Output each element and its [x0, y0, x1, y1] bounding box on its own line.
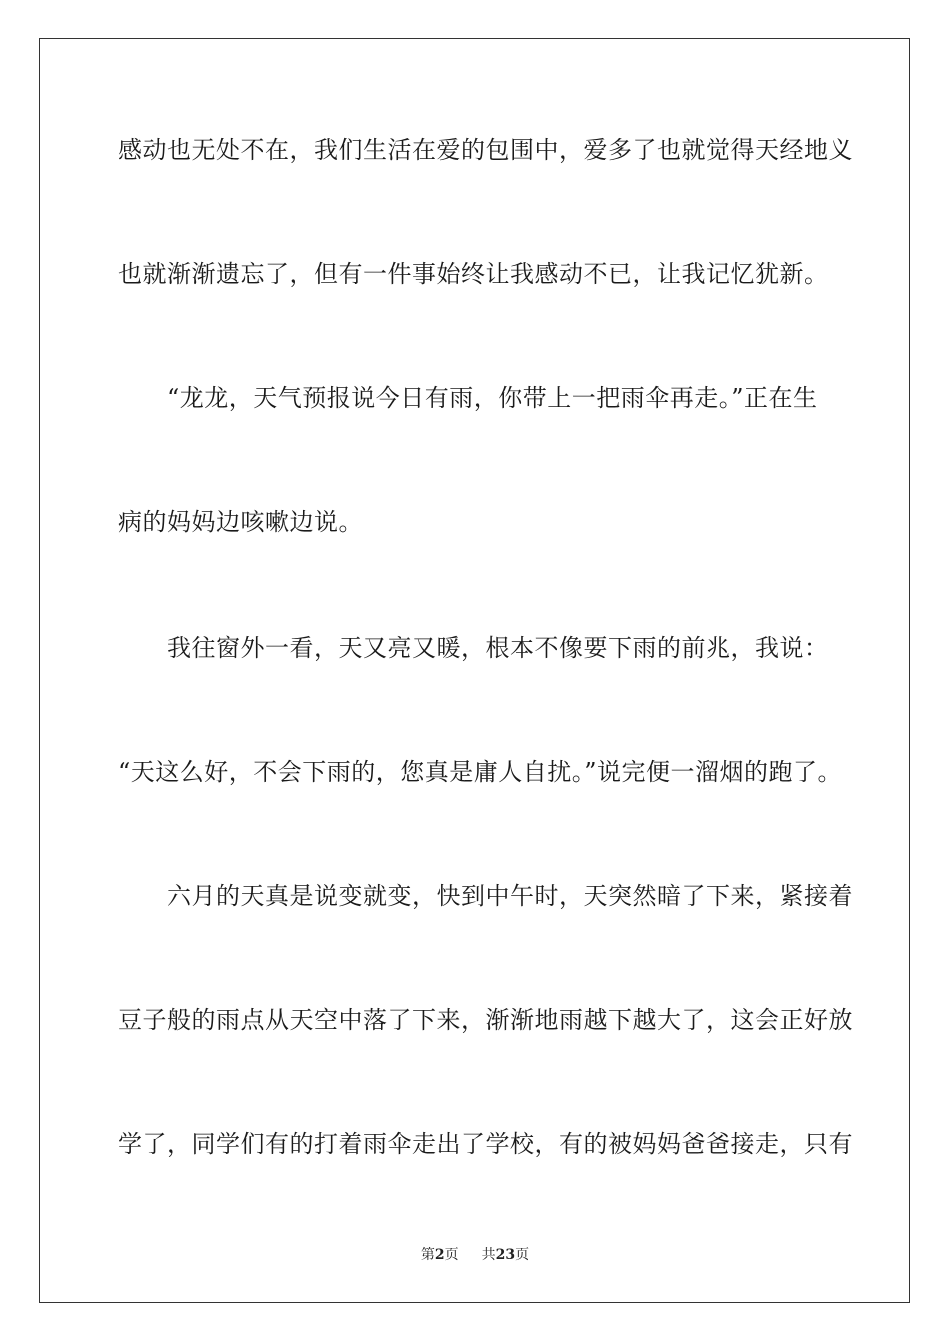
- page-number: 2: [434, 1247, 445, 1263]
- total-pages: 23: [495, 1247, 516, 1263]
- text-line: 感动也无处不在，我们生活在爱的包围中，爱多了也就觉得天经地义: [118, 136, 853, 164]
- page-suffix: 页: [444, 1247, 459, 1263]
- text-line: 学了，同学们有的打着雨伞走出了学校，有的被妈妈爸爸接走，只有: [118, 1130, 853, 1158]
- page-prefix: 第: [420, 1247, 435, 1263]
- text-line: “天这么好，不会下雨的，您真是庸人自扰。”说完便一溜烟的跑了。: [118, 758, 843, 786]
- total-suffix: 页: [515, 1247, 530, 1263]
- text-line: “龙龙，天气预报说今日有雨，你带上一把雨伞再走。”正在生: [118, 384, 818, 412]
- page-footer: [0, 1246, 950, 1264]
- text-line: 也就渐渐遗忘了，但有一件事始终让我感动不已，让我记忆犹新。: [118, 260, 829, 288]
- total-pages-label: [482, 1246, 529, 1264]
- text-line: 我往窗外一看，天又亮又暖，根本不像要下雨的前兆，我说：: [118, 634, 829, 662]
- text-line: 病的妈妈边咳嗽边说。: [118, 508, 363, 536]
- text-line: 豆子般的雨点从天空中落了下来，渐渐地雨越下越大了，这会正好放: [118, 1006, 853, 1034]
- total-prefix: 共: [481, 1247, 496, 1263]
- page-number-label: [421, 1246, 459, 1264]
- text-line: 六月的天真是说变就变，快到中午时，天突然暗了下来，紧接着: [118, 882, 853, 910]
- page-border: [39, 38, 910, 1303]
